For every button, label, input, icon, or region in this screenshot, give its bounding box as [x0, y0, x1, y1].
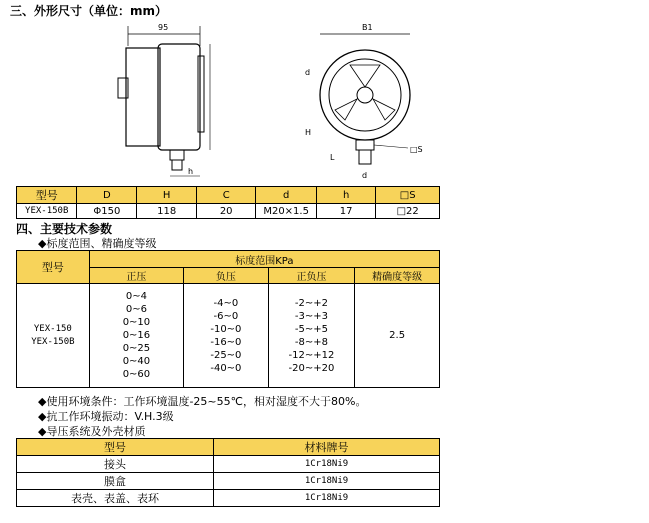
spec-posneg-cell — [268, 284, 355, 388]
dims-header-D: D — [77, 187, 137, 204]
dims-header-C: C — [196, 187, 255, 204]
section4-sub1: ◆标度范围、精确度等级 — [38, 237, 157, 250]
gauge-side-view-drawing — [100, 16, 240, 186]
dim-S-label: □S — [410, 145, 423, 154]
mat-header-grade: 材料牌号 — [214, 439, 440, 456]
mat-header-model: 型号 — [17, 439, 214, 456]
spec-neg-3: -16~0 — [210, 336, 242, 348]
dim-d-label: d — [305, 68, 311, 77]
dims-cell-D: Φ150 — [77, 204, 137, 219]
dims-cell-C: 20 — [196, 204, 255, 219]
dims-header-model: 型号 — [17, 187, 77, 204]
mat-row-0-part: 接头 — [17, 456, 214, 473]
spec-neg-4: -25~0 — [210, 349, 242, 361]
dim-h-label: h — [188, 167, 194, 176]
spec-posneg-3: -8~+8 — [294, 336, 328, 348]
dim-width-label: 95 — [158, 23, 169, 32]
dims-header-d: d — [256, 187, 317, 204]
spec-model-1: YEX-150 — [33, 323, 72, 334]
spec-col-acc: 精确度等级 — [355, 268, 440, 284]
spec-pos-4: 0~25 — [122, 343, 151, 354]
dims-cell-model: YEX-150B — [17, 204, 77, 219]
dims-header-h: h — [316, 187, 375, 204]
spec-pos-1: 0~6 — [125, 304, 147, 315]
spec-header-model: 型号 — [17, 251, 90, 284]
spec-neg-1: -6~0 — [213, 310, 239, 322]
dim-b1-label: B1 — [362, 23, 373, 32]
note-material: ◆导压系统及外壳材质 — [38, 425, 146, 438]
dims-cell-S: □22 — [376, 204, 440, 219]
dim-L-label: L — [330, 153, 335, 162]
spec-posneg-0: -2~+2 — [294, 297, 328, 309]
section4-title: 四、主要技术参数 — [16, 222, 113, 236]
dim-small-d-label: d — [362, 171, 368, 180]
spec-posneg-1: -3~+3 — [294, 310, 328, 322]
dims-header-S: □S — [376, 187, 440, 204]
spec-col-neg: 负压 — [184, 268, 269, 284]
note-vibration: ◆抗工作环境振动：V.H.3级 — [38, 410, 174, 423]
spec-col-posneg: 正负压 — [268, 268, 355, 284]
spec-pos-3: 0~16 — [122, 330, 151, 341]
gauge-front-view-drawing — [290, 20, 450, 185]
mat-row-1-grade: 1Cr18Ni9 — [214, 473, 440, 490]
spec-model-2: YEX-150B — [31, 336, 75, 347]
spec-acc-cell: 2.5 — [355, 284, 440, 388]
section3-title: 三、外形尺寸（单位：mm） — [10, 4, 168, 18]
dims-table — [16, 186, 440, 219]
dim-H-label: H — [305, 128, 312, 137]
dims-header-H: H — [137, 187, 197, 204]
spec-pos-5: 0~40 — [122, 356, 151, 367]
spec-pos-2: 0~10 — [122, 317, 151, 328]
material-table — [16, 438, 440, 507]
spec-neg-2: -10~0 — [210, 323, 242, 335]
mat-row-2-part: 表壳、表盖、表环 — [17, 490, 214, 507]
spec-pos-cell — [89, 284, 183, 388]
spec-table — [16, 250, 440, 388]
spec-posneg-4: -12~+12 — [288, 349, 335, 361]
dims-cell-h: 17 — [316, 204, 375, 219]
mat-row-1-part: 膜盒 — [17, 473, 214, 490]
spec-neg-cell — [184, 284, 269, 388]
spec-neg-0: -4~0 — [213, 297, 239, 309]
note-env: ◆使用环境条件：工作环境温度-25~55℃，相对湿度不大于80%。 — [38, 395, 367, 408]
spec-header-range: 标度范围KPa — [89, 251, 439, 268]
mat-row-0-grade: 1Cr18Ni9 — [214, 456, 440, 473]
spec-pos-0: 0~4 — [125, 291, 147, 302]
spec-posneg-5: -20~+20 — [288, 362, 335, 374]
spec-posneg-2: -5~+5 — [294, 323, 328, 335]
spec-models-cell — [17, 284, 90, 388]
spec-pos-6: 0~60 — [122, 369, 151, 380]
spec-neg-5: -40~0 — [210, 362, 242, 374]
dims-cell-H: 118 — [137, 204, 197, 219]
mat-row-2-grade: 1Cr18Ni9 — [214, 490, 440, 507]
dims-cell-d: M20×1.5 — [256, 204, 317, 219]
spec-col-pos: 正压 — [89, 268, 183, 284]
